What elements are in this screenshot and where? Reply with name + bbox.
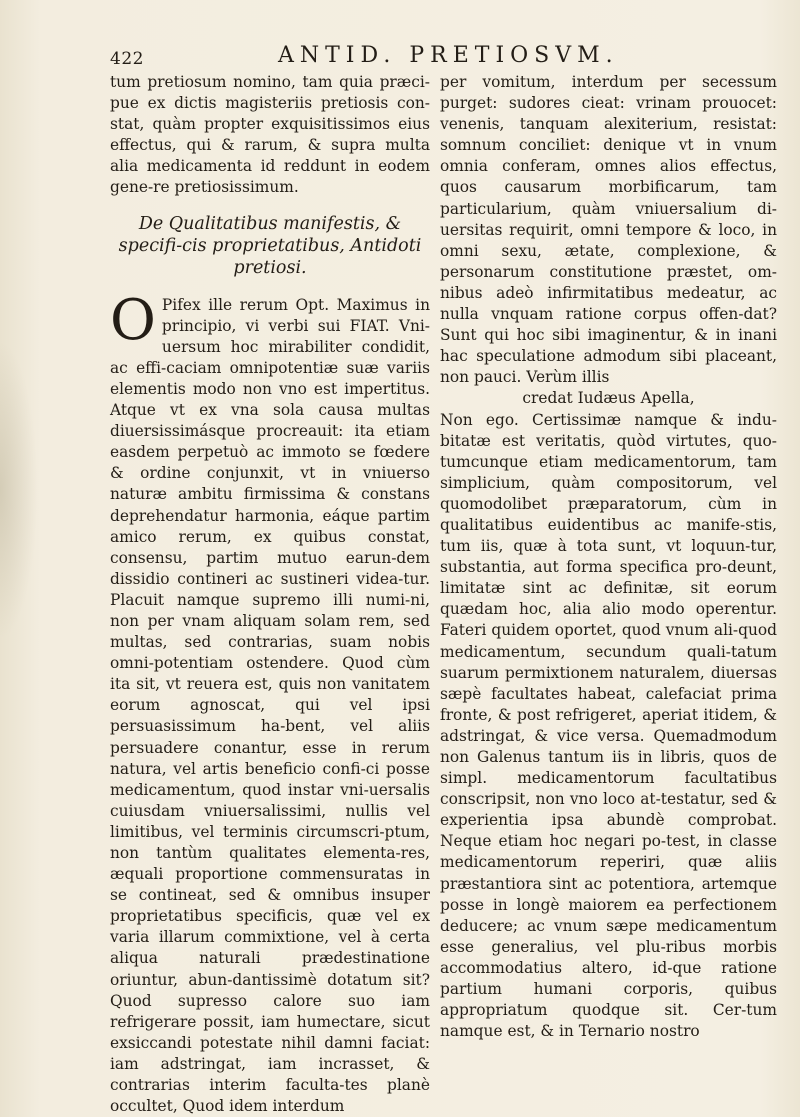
right-paragraph-1: per vomitum, interdum per secessum purget: sudores cieat: vrinam prouocet: venenis, tanquam alexiterium, resistat: somnum conciliet: denique vt in vnum omnia conferam, omnes alios effectus, quos causarum morbificarum, tam particularium, quàm vniuersalium di-uersitas requirit, omni tempore & loco, in omni sexu, ætate, complexione, & personarum constitutione præstet, om-nibus adeò infirmitatibus medeatur, ac nulla vnquam ratione corpus offen-dat? Sunt qui hoc sibi imaginentur, & in inani hac speculatione admodum sibi placeant, non pauci. Verùm illis	[440, 73, 777, 387]
quotation-line: credat Iudæus Apella,	[522, 389, 695, 408]
intro-paragraph: tum pretiosum nomino, tam quia præci-pue ex dictis magisteriis pretiosis con-stat, quàm propter exquisitissimos eius effectus, qui & rarum, & supra multa alia medicamenta id reddunt in eodem gene-re pretiosissimum.	[110, 73, 430, 197]
page-number: 422	[110, 49, 144, 69]
page-header	[110, 43, 770, 73]
drop-cap: O	[110, 287, 156, 353]
section-heading: De Qualitatibus manifestis, & specifi-cis proprietatibus, Antidoti pretiosi.	[118, 213, 422, 278]
right-paragraph-2: Non ego. Certissimæ namque & indu-bitatæ est veritatis, quòd virtutes, quo-tumcunque etiam medicamentorum, tam simplicium, quàm compositorum, vel quomodolibet præparatorum, cùm in qualitatibus euidentibus ac manife-stis, tum iis, quæ à tota sunt, vt loquun-tur, substantia, aut forma specifica pro-deunt, limitatæ sint ac definitæ, sit eorum quædam hoc, alia alio modo operentur. Fateri quidem oportet, quod vnum ali-quod medicamentum, secundum quali-tatum suarum permixtionem naturalem, diuersas sæpè facultates habeat, calefaciat prima fronte, & post refrigeret, aperiat itidem, & adstringat, & vice versa. Quemadmodum non Galenus tantum iis in libris, quos de simpl. medicamentorum facultatibus conscripsit, non vno loco at-testatur, sed & experientia ipsa abundè comprobat. Neque etiam hoc negari po-test, in classe medicamentorum reperiri, quæ aliis præstantiora sint ac potentiora, artemque posse in longè maiorem ea perfectionem deducere; ac vnum sæpe medicamentum esse generalius, vel plu-ribus morbis accommodatius altero, id-que ratione partium humani corporis, quibus appropriatum quodque sit. Cer-tum namque est, & in Ternario nostro	[440, 410, 777, 1041]
main-paragraph-text: Pifex ille rerum Opt. Maximus in principio, vi verbi sui FIAT. Vni-uersum hoc mirabiliter condidit, ac effi-caciam omnipotentiæ suæ variis elementis modo non vno est impertitus. Atque vt ex vna sola causa multas diuersissimásque procreauit: ita etiam easdem perpetuò ac immoto se fœdere & ordine conjunxit, vt in vniuerso naturæ ambitu firmissima & constans deprehendatur harmonia, eáque partim amico rerum, ex quibus constat, consensu, partim mutuo earun-dem dissidio contineri ac sustineri videa-tur. Placuit namque supremo illi numi-ni, non per vnam aliquam solam rem, sed multas, sed contrarias, suam nobis omni-potentiam ostendere. Quod cùm ita sit, vt reuera est, quis non vanitatem eorum agnoscat, qui vel ipsi persuasissimum ha-bent, vel aliis persuadere conantur, esse in rerum natura, vel artis beneficio confi-ci posse medicamentum, quod instar vni-uersalis cuiusdam vniuersalissimi, nullis vel limitibus, vel terminis circumscri-ptum, non tantùm qualitates elementa-res, æquali proportione commensuratas in se contineat, sed & omnibus insuper proprietatibus specificis, quæ vel ex varia illarum commixtione, vel à certa aliqua naturali prædestinatione oriuntur, abun-dantissimè dotatum sit? Quod supresso calore suo iam refrigerare possit, iam humectare, sicut exsiccandi potestate nihil damni faciat: iam adstringat, iam incrasset, & contrarias interim faculta-tes planè occultet, Quod idem interdum	[110, 295, 430, 1116]
page-stain	[0, 340, 38, 640]
right-column	[440, 72, 777, 1042]
running-head: ANTID. PRETIOSVM.	[278, 43, 619, 68]
left-column	[110, 72, 430, 1117]
main-paragraph	[110, 287, 430, 1117]
